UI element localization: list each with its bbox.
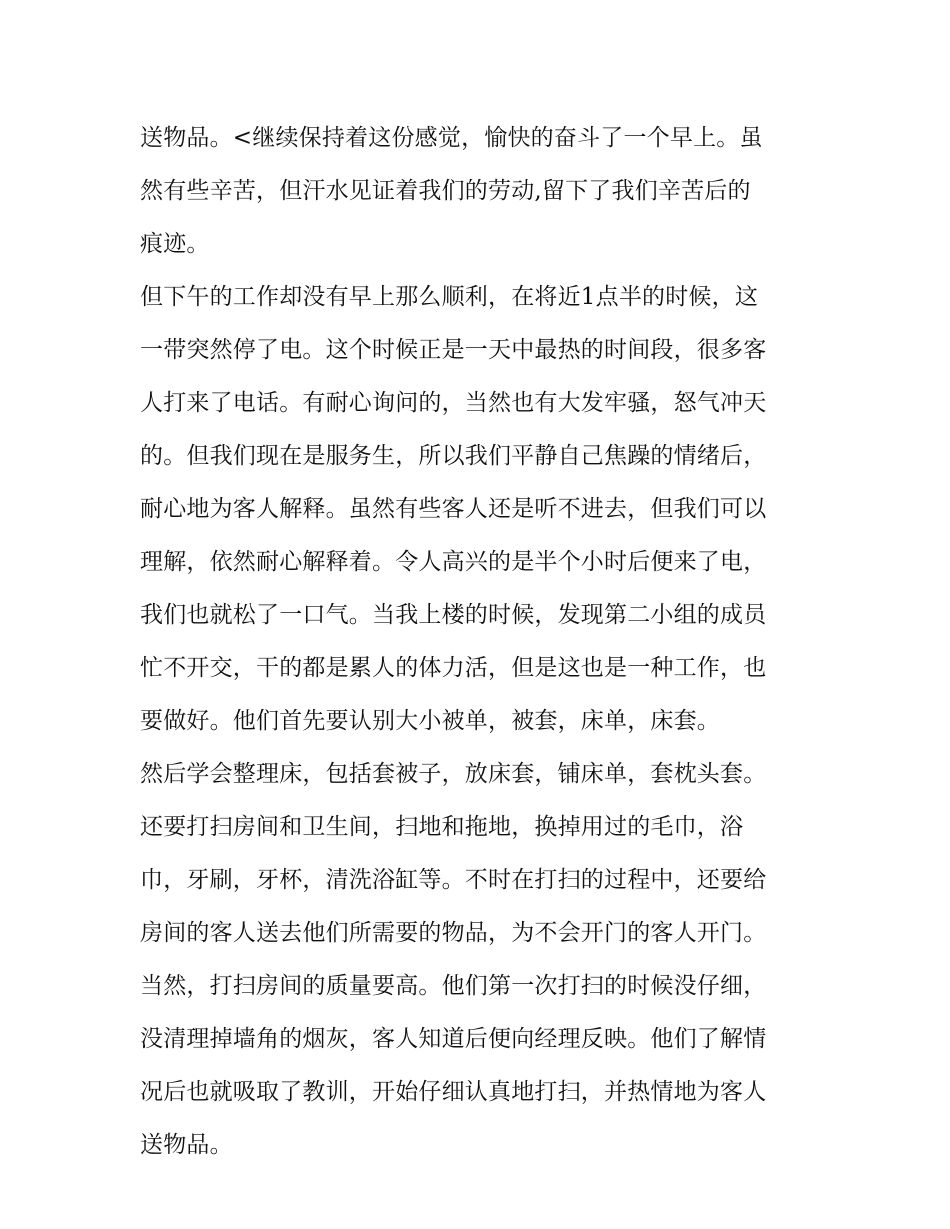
text-line: 痕迹。: [140, 231, 210, 257]
text-line: 况后也就吸取了教训，开始仔细认真地打扫，并热情地为客人: [140, 1079, 767, 1105]
text-line: 一带突然停了电。这个时候正是一天中最热的时间段，很多客: [140, 337, 767, 363]
text-line: 然有些辛苦，但汗水见证着我们的劳动,留下了我们辛苦后的: [140, 178, 751, 204]
text-line: 我们也就松了一口气。当我上楼的时候，发现第二小组的成员: [140, 602, 767, 628]
text-line: 人打来了电话。有耐心询问的，当然也有大发牢骚，怒气冲天: [140, 390, 767, 416]
text-line: 送物品。<继续保持着这份感觉，愉快的奋斗了一个早上。虽: [140, 125, 763, 151]
text-line: 但下午的工作却没有早上那么顺利，在将近1点半的时候，这: [140, 284, 759, 310]
text-line: 没清理掉墙角的烟灰，客人知道后便向经理反映。他们了解情: [140, 1026, 767, 1052]
text-line: 还要打扫房间和卫生间，扫地和拖地，换掉用过的毛巾，浴: [140, 814, 744, 840]
text-line: 理解，依然耐心解释着。令人高兴的是半个小时后便来了电，: [140, 549, 767, 575]
text-line: 耐心地为客人解释。虽然有些客人还是听不进去，但我们可以: [140, 496, 767, 522]
text-line: 要做好。他们首先要认别大小被单，被套，床单，床套。: [140, 708, 720, 734]
text-line: 巾，牙刷，牙杯，清洗浴缸等。不时在打扫的过程中，还要给: [140, 867, 767, 893]
text-line: 当然，打扫房间的质量要高。他们第一次打扫的时候没仔细，: [140, 973, 767, 999]
body-text: [140, 112, 820, 1172]
text-line: 的。但我们现在是服务生，所以我们平静自己焦躁的情绪后，: [140, 443, 767, 469]
text-line: 送物品。: [140, 1132, 233, 1158]
text-line: 然后学会整理床，包括套被子，放床套，铺床单，套枕头套。: [140, 761, 767, 787]
text-line: 房间的客人送去他们所需要的物品，为不会开门的客人开门。: [140, 920, 767, 946]
text-line: 忙不开交，干的都是累人的体力活，但是这也是一种工作，也: [140, 655, 767, 681]
